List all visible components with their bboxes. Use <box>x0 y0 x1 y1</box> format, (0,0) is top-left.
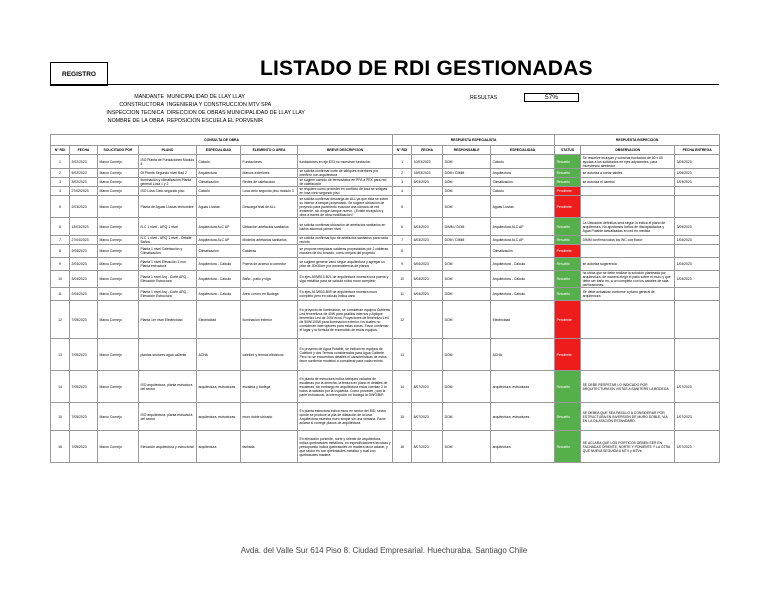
rdi-number: 12 <box>51 301 70 339</box>
status-badge: Pendiente <box>555 187 581 196</box>
status-badge: Resuelto <box>555 371 581 403</box>
response-number: 1 <box>393 155 412 169</box>
requested-by: Marco Cornejo <box>98 339 139 371</box>
response-date <box>412 301 443 339</box>
response-date: 15/03/2023 <box>412 169 443 178</box>
response-date: 6/03/2023 <box>412 178 443 187</box>
response-number: 11 <box>393 288 412 301</box>
registro-box: REGISTRO <box>50 62 108 86</box>
observation: Se debe actualizar conforme a plano general de arquitectura <box>581 288 675 301</box>
rdi-date: 2/02/2023 <box>70 155 98 169</box>
table-row <box>51 187 720 196</box>
response-number: 6 <box>393 218 412 236</box>
element-area: escalera y bodega <box>241 371 298 403</box>
info-value: REPOSICION ESCUELA EL PORVENIR <box>167 118 263 124</box>
table-row <box>51 196 720 218</box>
specialty: Climatización <box>197 178 241 187</box>
delivery-date: 1/07/2023 <box>675 431 720 463</box>
description: se solicita confirmar ubicación de artefactos sanitarios en baños alumnos primer nivel <box>298 218 393 236</box>
response-specialty: Climatización <box>491 245 555 258</box>
response-specialty: Arquitectura ALC AP <box>491 218 555 236</box>
status-badge: Resuelto <box>555 218 581 236</box>
response-specialty: arquitectura, estructuras <box>491 403 555 431</box>
rdi-number: 6 <box>51 218 70 236</box>
plan: Iluminación y climatización Planta general Losa 1 y 2 <box>139 178 197 187</box>
rdi-number: 14 <box>51 371 70 403</box>
response-specialty: arquitectura <box>491 431 555 463</box>
description: En ejes A09/B13-B21 de arquitectura muestra una puerta y viga metálica para se calcula rollos muro completo <box>298 271 393 288</box>
response-specialty: ACHA <box>491 339 555 371</box>
response-specialty: Arquitectura - Cálculo <box>491 258 555 271</box>
table-row <box>51 271 720 288</box>
specialty: Arquitectura - Cálculo <box>197 258 241 271</box>
resultas-summary <box>470 93 579 102</box>
delivery-date: 1/04/2023 <box>675 236 720 245</box>
rdi-date: 7/05/2023 <box>70 371 98 403</box>
rdi-date: 7/05/2023 <box>70 431 98 463</box>
rdi-date: 27/02/2023 <box>70 187 98 196</box>
rdi-date: 3/02/2023 <box>70 178 98 187</box>
element-area: Baño - patio y viga <box>241 271 298 288</box>
table-row <box>51 339 720 371</box>
plan: Planta 1er nivel Electricidad <box>139 301 197 339</box>
observation <box>581 187 675 196</box>
rdi-date: 2/03/2023 <box>70 196 98 218</box>
status-badge: Resuelto <box>555 288 581 301</box>
response-number: 14 <box>393 371 412 403</box>
plan: Of Planta Segundo nivel Bad 2 <box>139 169 197 178</box>
delivery-date: 1/03/2023 <box>675 178 720 187</box>
group-inspeccion: RESPUESTA INSPECCION <box>555 135 720 146</box>
column-header: ELEMENTO O AREA <box>241 146 298 155</box>
column-header: N° RDI <box>393 146 412 155</box>
rdi-date: 2/04/2023 <box>70 258 98 271</box>
response-number: 5 <box>393 196 412 218</box>
column-header: PLANO <box>139 146 197 155</box>
plan: Planta 1 nivel Arq - Corte ARQ - Elevación Estructura <box>139 288 197 301</box>
delivery-date <box>675 245 720 258</box>
delivery-date: 3/04/2023 <box>675 155 720 169</box>
requested-by: Marco Cornejo <box>98 301 139 339</box>
response-date: 6/04/2023 <box>412 288 443 301</box>
resultas-label: RESULTAS <box>470 94 498 101</box>
rdi-number: 11 <box>51 288 70 301</box>
requested-by: Marco Cornejo <box>98 271 139 288</box>
specialty: Electricidad <box>197 301 241 339</box>
delivery-date: 3/05/2023 <box>675 218 720 236</box>
response-date: 8/07/2023 <box>412 371 443 403</box>
info-key: NOMBRE DE LA OBRA <box>107 118 164 124</box>
status-badge: Resuelto <box>555 236 581 245</box>
rdi-date: 5/02/2023 <box>70 169 98 178</box>
response-specialty: Cálculo <box>491 155 555 169</box>
observation: se autoriza sugerencia <box>581 258 675 271</box>
group-consulta: CONSULTA DE OBRA <box>51 135 393 146</box>
description: En planta estructura indica muro en sector del BID, sector donde se produce la pila de dilatación de la losa. Arquitectura muestra muro simple sin una ventana. Favor aclarar si corregir planos de arquitectura. <box>298 403 393 431</box>
group-especialista: RESPUESTA ESPECIALISTA <box>393 135 555 146</box>
requested-by: Marco Cornejo <box>98 236 139 245</box>
requested-by: Marco Cornejo <box>98 403 139 431</box>
plan: N.C 1 nivel - ARQ 1 nivel - Detalle Baños <box>139 236 197 245</box>
delivery-date <box>675 288 720 301</box>
responsible: DOM <box>443 196 491 218</box>
table-row <box>51 403 720 431</box>
response-number: 12 <box>393 301 412 339</box>
table-row <box>51 155 720 169</box>
info-row <box>80 117 305 125</box>
response-date: 10/03/2023 <box>412 155 443 169</box>
element-area: Fundaciones <box>241 155 298 169</box>
response-date <box>412 187 443 196</box>
observation: ha ubica que se debe realizar la solución planteada por arquitectura, de manera elegir el patio sobre el muro y que debe ser baño en, a un completo con los canales de sala perforaciones. <box>581 271 675 288</box>
requested-by: Marco Cornejo <box>98 169 139 178</box>
response-specialty: Climatización <box>491 178 555 187</box>
column-header: FECHA <box>70 146 98 155</box>
observation: SE ACLARA QUE LOS PORTICOS DEBEN SER EN FACHADAS ORIENTE, NORTE Y PONIENTE Y LA OTRA QUE NUEVA SEGUIDA A MTV y MTVs. <box>581 431 675 463</box>
observation <box>581 339 675 371</box>
description: En proyecto de Agua Potable, se indican en equipos de Calefont y dos Termos considerados para Agua Caliente. Pero no se encuentran detalles ni características de estos, favor confirmar modelos a considerar para cada recinto. <box>298 339 393 371</box>
delivery-date <box>675 187 720 196</box>
table-row <box>51 178 720 187</box>
response-date: 8/07/2023 <box>412 403 443 431</box>
info-key: INSPECCION TECNICA <box>106 110 164 116</box>
response-date <box>412 339 443 371</box>
column-header: N° RDI <box>51 146 70 155</box>
specialty: Arquitectura ALC AP <box>197 236 241 245</box>
element-area: muro doble ubicado <box>241 403 298 431</box>
info-row <box>80 109 305 117</box>
rdi-date: 2/04/2023 <box>70 245 98 258</box>
response-specialty: Electricidad <box>491 301 555 339</box>
response-specialty: Arquitectura <box>491 169 555 178</box>
plan: Elevación arquitectura y estructural <box>139 431 197 463</box>
rdi-number: 2 <box>51 169 70 178</box>
rdi-number: 16 <box>51 431 70 463</box>
info-key: CONSTRUCTORA <box>119 102 164 108</box>
status-badge: Pendiente <box>555 196 581 218</box>
requested-by: Marco Cornejo <box>98 178 139 187</box>
element-area: calefont y termos eléctricos <box>241 339 298 371</box>
response-specialty: Arquitectura - Cálculo <box>491 271 555 288</box>
observation: SE DEBEA QUE SEA PASILLO A CONSIDERAR POR ESTRUCTURA EN INVERSION DE MURO DOBLE. VIA EN LA DILATACIÓN ESTANDARD. <box>581 403 675 431</box>
responsible: DOM <box>443 288 491 301</box>
responsible <box>443 245 491 258</box>
description: se solicita confirmar corte de tabiques exteriores por interferir con arquitectura <box>298 169 393 178</box>
specialty: ACHA <box>197 339 241 371</box>
delivery-date <box>675 339 720 371</box>
requested-by: Marco Cornejo <box>98 218 139 236</box>
observation <box>581 245 675 258</box>
column-header: FECHA <box>412 146 443 155</box>
table-row <box>51 245 720 258</box>
responsible: DOM <box>443 371 491 403</box>
table-row <box>51 258 720 271</box>
project-info <box>80 93 305 125</box>
element-area: Ubicación artefactos sanitarios <box>241 218 298 236</box>
requested-by: Marco Cornejo <box>98 187 139 196</box>
delivery-date: 1/07/2023 <box>675 371 720 403</box>
status-badge: Resuelto <box>555 431 581 463</box>
resultas-value: 57% <box>524 93 579 102</box>
rdi-number: 3 <box>51 178 70 187</box>
rdi-date: 7/05/2023 <box>70 403 98 431</box>
plan: N.C 1 nivel - ARQ 1 nivel <box>139 218 197 236</box>
response-number: 9 <box>393 258 412 271</box>
specialty: Climatización <box>197 245 241 258</box>
specialty: Arquitectura - Cálculo <box>197 271 241 288</box>
status-badge: Resuelto <box>555 155 581 169</box>
info-value: DIRECCION DE OBRAS MUNICIPALIDAD DE LLAY LLAY <box>167 110 305 116</box>
plan: ISO Losa Cielo segundo piso <box>139 187 197 196</box>
table-row <box>51 301 720 339</box>
table-row <box>51 236 720 245</box>
requested-by: Marco Cornejo <box>98 288 139 301</box>
specialty: Cálculo <box>197 155 241 169</box>
column-header: ESPECIALIDAD <box>491 146 555 155</box>
element-area: Calderas <box>241 245 298 258</box>
column-header: OBSERVACION <box>581 146 675 155</box>
rdi-date: 2/04/2023 <box>70 288 98 301</box>
response-number: 4 <box>393 187 412 196</box>
plan: Planta 1 nivel Elevación 1 con Planta estructura <box>139 258 197 271</box>
column-header: ESPECIALIDAD <box>197 146 241 155</box>
table-row <box>51 218 720 236</box>
rdi-number: 5 <box>51 196 70 218</box>
requested-by: Marco Cornejo <box>98 258 139 271</box>
column-header: BREVE DESCRIPCION <box>298 146 393 155</box>
element-area: Descarga final de ALL <box>241 196 298 218</box>
response-date: 6/04/2023 <box>412 271 443 288</box>
observation: se autoriza el cambio <box>581 178 675 187</box>
delivery-date <box>675 301 720 339</box>
responsible: DOM <box>443 178 491 187</box>
element-area: Iluminación exterior <box>241 301 298 339</box>
column-header: RESPONSABLE <box>443 146 491 155</box>
plan: ISO Planta de Fundaciones Modulo 4 <box>139 155 197 169</box>
responsible: DOM <box>443 431 491 463</box>
delivery-date <box>675 196 720 218</box>
info-value: INGENIERIA Y CONSTRUCCION MTV SPA <box>167 102 272 108</box>
responsible: DOM <box>443 187 491 196</box>
description: fundaciones en eje E03 no muestran fundación <box>298 155 393 169</box>
description: se sugiere cambio de termostatos en PFA a PEX para red de calefacción <box>298 178 393 187</box>
info-row <box>80 101 305 109</box>
column-header: FECHA ENTREGA <box>675 146 720 155</box>
responsible: DOM <box>443 271 491 288</box>
observation: DIMM confirma todos los WC con fluxor <box>581 236 675 245</box>
responsible: DOM / DIMM <box>443 169 491 178</box>
rdi-number: 4 <box>51 187 70 196</box>
rdi-number: 15 <box>51 403 70 431</box>
plan: Planta 1 nivel Arq - Corte ARQ - Elevación Estructura <box>139 271 197 288</box>
description: se sugiere generar vano según arquitectura y agregar un pilar de 30x30cm por inconsistencia de planos <box>298 258 393 271</box>
status-badge: Pendiente <box>555 245 581 258</box>
observation: La Ubicación definitiva será según lo indica el plano de arquitectura. No ajustamos baños de discapacitados y Agua Potable actualizadas en red en medida <box>581 218 675 236</box>
response-number: 2 <box>393 169 412 178</box>
element-area: Losa cielo segundo piso módulo 3 <box>241 187 298 196</box>
response-number: 16 <box>393 431 412 463</box>
rdi-number: 10 <box>51 271 70 288</box>
response-specialty: Arquitectura - Cálculo <box>491 288 555 301</box>
response-number: 3 <box>393 178 412 187</box>
delivery-date: 1/07/2023 <box>675 403 720 431</box>
status-badge: Resuelto <box>555 258 581 271</box>
observation: se autoriza a cortar tabiles <box>581 169 675 178</box>
rdi-number: 13 <box>51 339 70 371</box>
column-header: STATUS <box>555 146 581 155</box>
observation <box>581 301 675 339</box>
responsible: DOM / DIMM <box>443 236 491 245</box>
responsible: DOM <box>443 258 491 271</box>
status-badge: Resuelto <box>555 271 581 288</box>
specialty: Arquitectura - Cálculo <box>197 288 241 301</box>
plan: ISO arquitectura, planta estructura del sector <box>139 403 197 431</box>
observation: Se resuelve incluyan y construir fundación de 60 x 60 ayudas a los solicitados en ejes adyacentes, para muestrearo alrededor <box>581 155 675 169</box>
observation: SE DEBE RESPETAR LO INDICADO POR ARQUITECTURA EN VISTAS A SANITERS LA BODEGA. <box>581 371 675 403</box>
response-number: 13 <box>393 339 412 371</box>
rdi-date: 7/05/2023 <box>70 301 98 339</box>
response-number: 8 <box>393 245 412 258</box>
plan: Planta de Aguas Lluvias techumbre <box>139 196 197 218</box>
info-value: MUNICIPALIDAD DE LLAY LLAY <box>167 94 245 100</box>
response-date: 6/03/2023 <box>412 218 443 236</box>
element-area: Puerta de acceso a comedor <box>241 258 298 271</box>
plan: plantas sectores agua caliente <box>139 339 197 371</box>
page-title: LISTADO DE RDI GESTIONADAS <box>260 57 593 80</box>
status-badge: Resuelto <box>555 169 581 178</box>
element-area: Marcos exteriores <box>241 169 298 178</box>
specialty: Arquitectura ALC AP <box>197 218 241 236</box>
specialty: Aguas Lluvias <box>197 196 241 218</box>
info-row <box>80 93 305 101</box>
responsible: DIMM / DOM <box>443 218 491 236</box>
response-number: 15 <box>393 403 412 431</box>
rdi-number: 7 <box>51 236 70 245</box>
description: se solicita confirmar descarga de ALL ya que esta se sobre su interior a tanque proyectado. Se sugiere ubicación de proyecto para pavimento evacuar una cámara de red existente, sin ningún tanque nuevo. ¿Existe recepción y obra a través de obra modificación? <box>298 196 393 218</box>
delivery-date: 1/06/2023 <box>675 169 720 178</box>
status-badge: Pendiente <box>555 339 581 371</box>
specialty: arquitectura, estructuras <box>197 403 241 431</box>
requested-by: Marco Cornejo <box>98 431 139 463</box>
response-date <box>412 196 443 218</box>
rdi-number: 8 <box>51 245 70 258</box>
response-number: 10 <box>393 271 412 288</box>
rdi-date: 7/05/2023 <box>70 339 98 371</box>
description: En elevación poniente, norte y oriente de arquitectura, indica quebrasoles metálicos, en especificaciones técnicas y presupuesto indica quebrasoles en madera favor aclarar, y que sector es con quebrasoles metálico y cual con quebrasoles madera <box>298 431 393 463</box>
footer-address: Avda. del Valle Sur 614 Piso 8. Ciudad Empresarial. Huechuraba. Santiago Chile <box>240 546 528 555</box>
requested-by: Marco Cornejo <box>98 245 139 258</box>
specialty: Cálculo <box>197 187 241 196</box>
response-date <box>412 245 443 258</box>
rdi-number: 9 <box>51 258 70 271</box>
delivery-date: 1/04/2023 <box>675 271 720 288</box>
info-key: MANDANTE <box>134 94 164 100</box>
responsible: DOM <box>443 301 491 339</box>
table-row <box>51 371 720 403</box>
plan: Planta 1 nivel Calefacción y Climatización <box>139 245 197 258</box>
header-rule <box>50 84 719 85</box>
response-specialty: Arquitectura ALC AP <box>491 236 555 245</box>
response-date: 6/03/2023 <box>412 236 443 245</box>
description: En proyecto de iluminación, se consideran equipos Cubierta Led fenerelizos de 40W para pasillos internos y Aplique fenerelizo Led de 20W ecos. Proyectores de fenerelizo Led de 50W/100W para iluminación exterior, los cuales no consideran interruptores para estas zonas. Favor confirmar el lugar y la fórmula de encendido de estos equipos. <box>298 301 393 339</box>
description: se requiere cómo proceder en conflicto de losa se solapas en losa cielo segundo piso <box>298 187 393 196</box>
observation <box>581 196 675 218</box>
requested-by: Marco Cornejo <box>98 196 139 218</box>
response-number: 7 <box>393 236 412 245</box>
requested-by: Marco Cornejo <box>98 371 139 403</box>
responsible: DOM <box>443 339 491 371</box>
element-area: Modelos artefactos sanitarios <box>241 236 298 245</box>
description: se propone remplazar calderas proyectadas por 2 calderas murales de tiro forzado, como mejora del proyecto <box>298 245 393 258</box>
description: En planta de estructura indica tabiques ciclados de escaleras por la derecha, la textura en plano el detalles de escaleras, sin embargo en arquitectura estos cuentan 2 to todos la salvado por la izquierda. Como proceder ¿son la parte estructural, la interrupción en bodega la DWG/BIP. <box>298 371 393 403</box>
response-date: 8/07/2023 <box>412 431 443 463</box>
specialty: arquitectura, estructuras <box>197 371 241 403</box>
rdi-date: 27/04/2023 <box>70 236 98 245</box>
element-area: fachada <box>241 431 298 463</box>
responsible: DOM <box>443 403 491 431</box>
specialty: arquitectura <box>197 431 241 463</box>
rdi-date: 13/03/2023 <box>70 218 98 236</box>
delivery-date: 1/04/2023 <box>675 258 720 271</box>
table-row <box>51 288 720 301</box>
response-date: 6/04/2023 <box>412 258 443 271</box>
specialty: Arquitectura <box>197 169 241 178</box>
column-header: SOLICITADO POR <box>98 146 139 155</box>
status-badge: Resuelto <box>555 403 581 431</box>
description: se solicita confirmar tipo de artefactos sanitarios para cada recinto <box>298 236 393 245</box>
response-specialty: Cálculo <box>491 187 555 196</box>
table-row <box>51 431 720 463</box>
element-area: Area o muro en Bodega <box>241 288 298 301</box>
element-area: Redes de calefacción <box>241 178 298 187</box>
status-badge: Resuelto <box>555 178 581 187</box>
rdi-number: 1 <box>51 155 70 169</box>
responsible: DOM <box>443 155 491 169</box>
requested-by: Marco Cornejo <box>98 155 139 169</box>
rdi-table <box>50 134 720 463</box>
response-specialty: Aguas Lluvias <box>491 196 555 218</box>
rdi-date: 3/04/2023 <box>70 271 98 288</box>
table-row <box>51 169 720 178</box>
response-specialty: arquitectura, estructuras <box>491 371 555 403</box>
description: En ejes A13/B03-B09 de arquitectura muestra muro completo pero en cálculo indica vano <box>298 288 393 301</box>
plan: ISO arquitectura, planta estructura del sector <box>139 371 197 403</box>
status-badge: Pendiente <box>555 301 581 339</box>
